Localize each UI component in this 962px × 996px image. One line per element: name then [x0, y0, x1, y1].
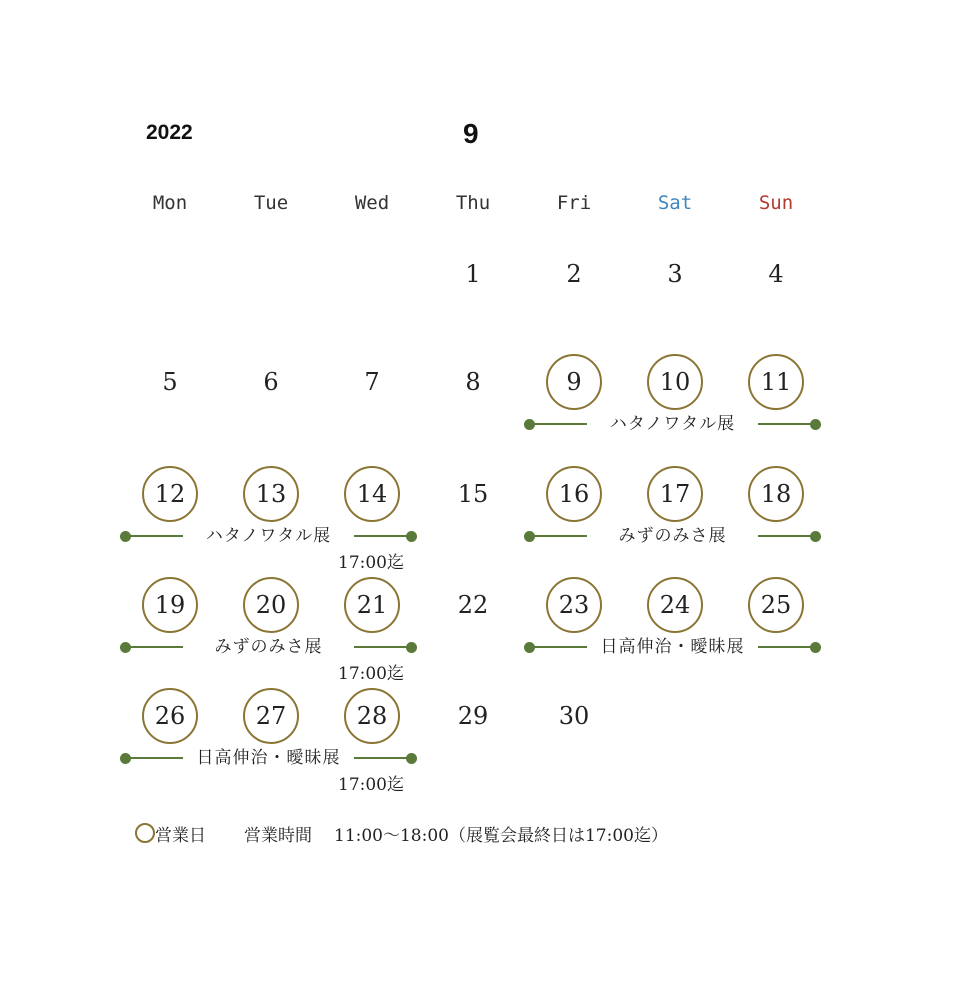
- exhibition-label: 日高伸治・曖昧展: [196, 748, 341, 768]
- day-cell: 23: [546, 577, 602, 633]
- exhibition-label: みずのみさ展: [214, 637, 323, 657]
- day-cell: 5: [162, 368, 178, 396]
- day-cell: 8: [465, 368, 481, 396]
- day-cell: 4: [768, 260, 784, 288]
- weekday-mon: Mon: [152, 192, 188, 214]
- day-cell: 6: [263, 368, 279, 396]
- day-cell: 21: [344, 577, 400, 633]
- weekday-sat: Sat: [657, 192, 693, 214]
- exhibition-bar: [125, 526, 412, 546]
- exhibition-label: みずのみさ展: [618, 526, 727, 546]
- day-cell: 1: [465, 260, 481, 288]
- closing-time-note: 17:00迄: [338, 664, 404, 684]
- exhibition-label: ハタノワタル展: [609, 414, 736, 434]
- day-cell: 18: [748, 466, 804, 522]
- closing-time-note: 17:00迄: [338, 775, 404, 795]
- day-cell: 16: [546, 466, 602, 522]
- day-cell: 19: [142, 577, 198, 633]
- exhibition-bar: [125, 748, 412, 768]
- day-cell: 15: [457, 480, 489, 508]
- day-cell: 28: [344, 688, 400, 744]
- day-cell: 12: [142, 466, 198, 522]
- exhibition-bar: [529, 414, 816, 434]
- day-cell: 11: [748, 354, 804, 410]
- legend: [135, 820, 668, 846]
- day-cell: 25: [748, 577, 804, 633]
- legend-open-label: 営業日: [155, 825, 206, 846]
- calendar-month: 9: [463, 118, 479, 149]
- legend-hours-label: 営業時間: [244, 825, 312, 846]
- day-cell: 7: [364, 368, 380, 396]
- day-cell: 27: [243, 688, 299, 744]
- weekday-sun: Sun: [758, 192, 794, 214]
- day-cell: 2: [566, 260, 582, 288]
- weekday-fri: Fri: [556, 192, 592, 214]
- day-cell: 20: [243, 577, 299, 633]
- exhibition-label: ハタノワタル展: [205, 526, 332, 546]
- day-cell: 17: [647, 466, 703, 522]
- day-cell: 13: [243, 466, 299, 522]
- day-cell: 26: [142, 688, 198, 744]
- open-day-circle-icon: [135, 823, 155, 843]
- legend-hours-value: 11:00〜18:00（展覧会最終日は17:00迄）: [334, 825, 668, 846]
- weekday-thu: Thu: [455, 192, 491, 214]
- day-cell: 29: [457, 702, 489, 730]
- weekday-wed: Wed: [354, 192, 390, 214]
- closing-time-note: 17:00迄: [338, 553, 404, 573]
- exhibition-bar: [529, 526, 816, 546]
- day-cell: 22: [457, 591, 489, 619]
- exhibition-bar: [529, 637, 816, 657]
- calendar-year: 2022: [146, 121, 193, 144]
- day-cell: 30: [558, 702, 590, 730]
- day-cell: 9: [546, 354, 602, 410]
- day-cell: 10: [647, 354, 703, 410]
- day-cell: 14: [344, 466, 400, 522]
- exhibition-label: 日高伸治・曖昧展: [600, 637, 745, 657]
- day-cell: 24: [647, 577, 703, 633]
- day-cell: 3: [667, 260, 683, 288]
- weekday-tue: Tue: [253, 192, 289, 214]
- exhibition-bar: [125, 637, 412, 657]
